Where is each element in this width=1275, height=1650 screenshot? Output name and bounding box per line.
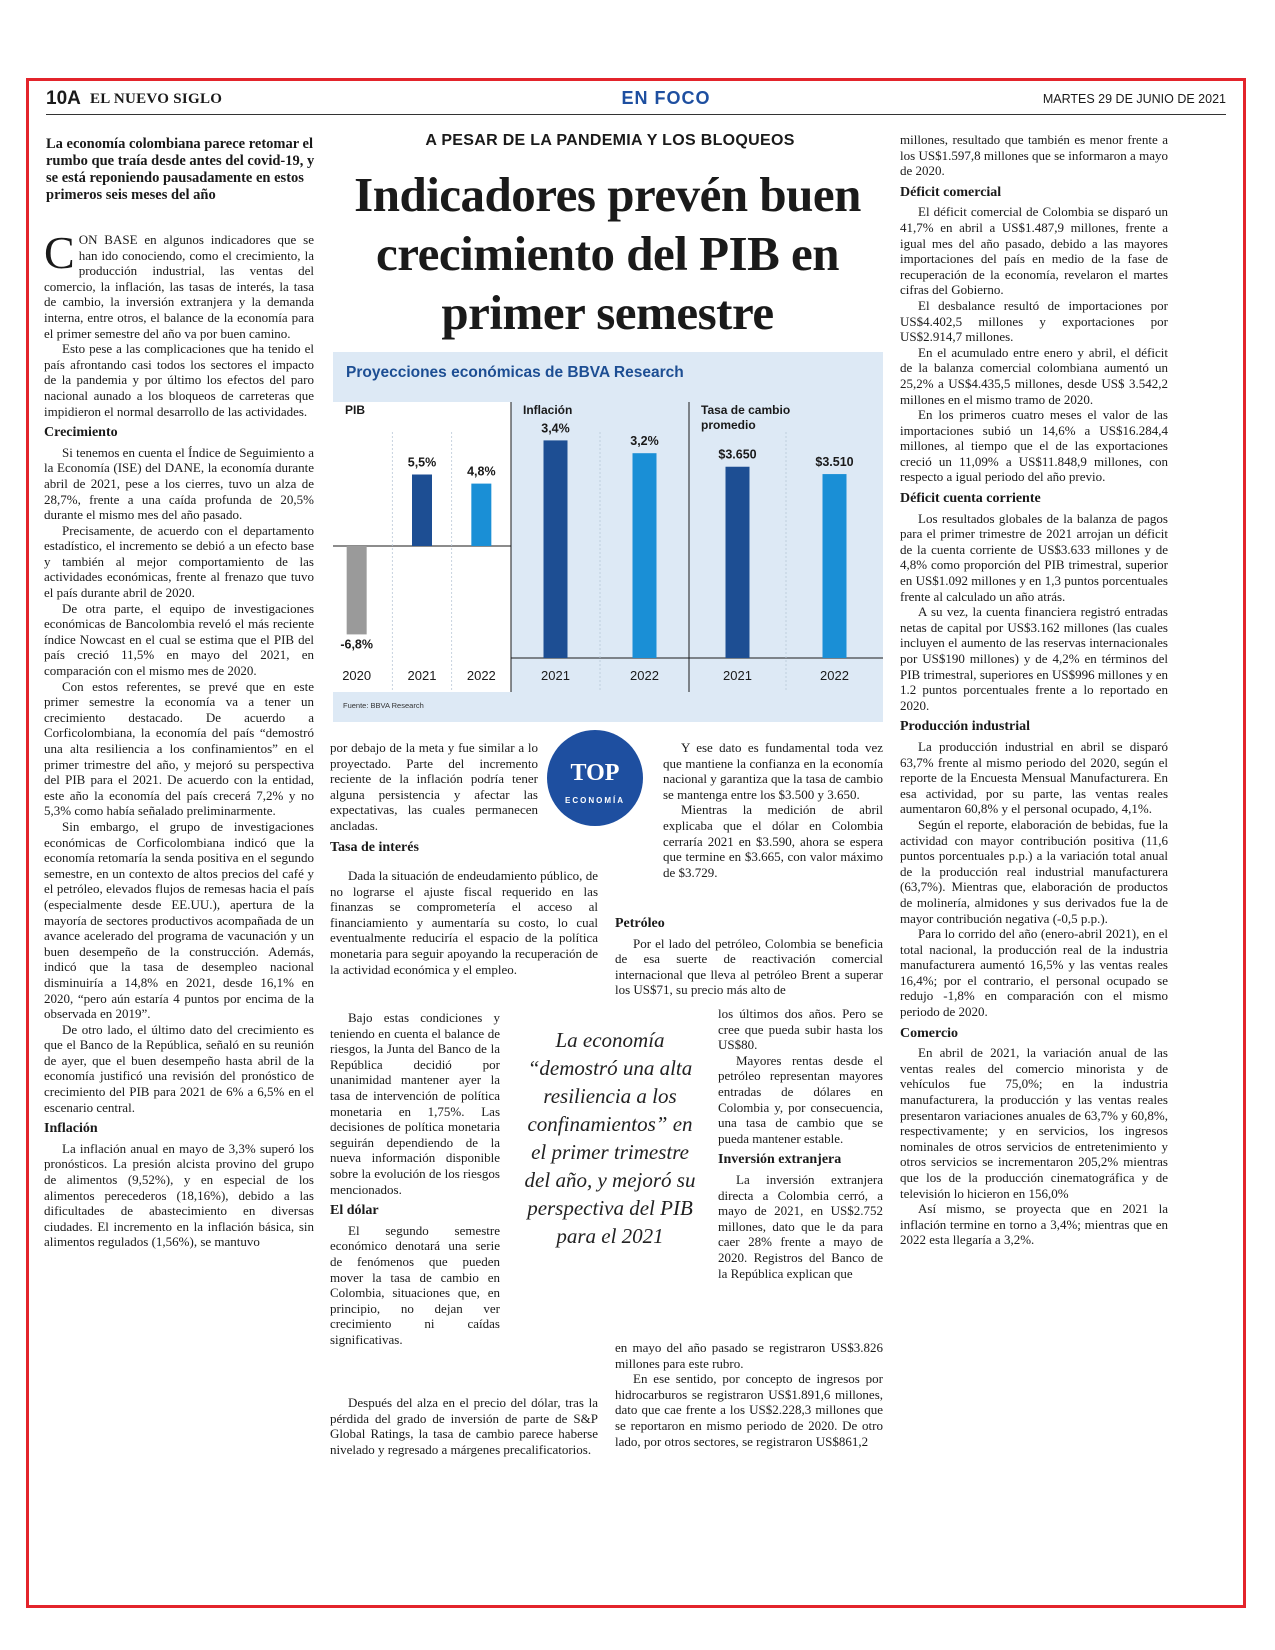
paragraph: por debajo de la meta y fue similar a lo proyectado. Parte del incremento reciente de la inflación podría tener alguna persistencia y afectar las expectativas, las cuales permanecen ancladas. xyxy=(330,740,538,833)
bar-data-label: $3.510 xyxy=(815,455,854,470)
paragraph: La inversión extranjera directa a Colombia cerró, a mayo de 2021, en US$2.752 millones, dato que le da para caer 28% frente a mayo de 2020. Registros del Banco de la República explican que xyxy=(718,1171,883,1281)
paragraph: Y ese dato es fundamental toda vez que mantiene la confianza en la economía nacional y garantiza que la tasa de cambio se mantenga entre los $3.500 y 3.650. xyxy=(663,740,883,802)
paragraph: Precisamente, de acuerdo con el departamento estadístico, el incremento se debió a un efecto base y también al mejor comportamiento de las actividades económicas, frente al frenazo que tuvo el país durante abril de 2020. xyxy=(44,522,314,601)
paragraph: En abril de 2021, la variación anual de las ventas reales del comercio minorista y de vehículos fue 75,0%; en la industria manufacturera, la producción y las ventas reales presentaron variaciones anuales de 63,7% y 60,8%, respectivamente; y en servicios, los ingresos nominales de otros servicios de entretenimiento y otros servicios se incrementaron 205,2% mientras que los de la producción cinematográfica y de televisión lo hicieron en 156,0% xyxy=(900,1045,1168,1201)
column-2-bottom xyxy=(330,1395,598,1457)
column-3-mid xyxy=(615,910,883,998)
column-1 xyxy=(44,227,314,1250)
issue-date: MARTES 29 DE JUNIO DE 2021 xyxy=(1042,92,1226,106)
article-summary: La economía colombiana parece retomar el rumbo que traía desde antes del covid-19, y se está reponiendo pausadamente en estos primeros seis meses del año xyxy=(46,136,315,203)
paragraph: De otra parte, el equipo de investigaciones económicas de Bancolombia reveló el más reciente índice Nowcast en el cual se estima que el PIB del país creció 11,5% en mayo del 2021, en comparación con el mismo mes de 2020. xyxy=(44,600,314,679)
bar xyxy=(412,475,432,547)
column-2-narrow xyxy=(330,1010,500,1347)
subheading: Déficit comercial xyxy=(900,184,1002,200)
paragraph: De otro lado, el último dato del crecimiento es que el Banco de la República, señaló en su reunión de ayer, que el buen desempeño hasta abril de la economía justificó una revisión del pronóstico de crecimiento del PIB para 2021 de 6% a 6,5% en el escenario central. xyxy=(44,1021,314,1115)
subheading: Petróleo xyxy=(615,916,665,931)
page-header xyxy=(46,88,1226,115)
chart-plot xyxy=(333,352,883,722)
category-label: 2021 xyxy=(541,668,570,683)
subheading: Tasa de interés xyxy=(330,839,419,855)
paragraph: En los primeros cuatro meses el valor de las importaciones subió un 14,6% a US$16.284,4 millones, al tiempo que el de las exportaciones creció un 11,09% a US$11.848,9 millones, con respecto a igual periodo del año previo. xyxy=(900,407,1168,485)
article-headline: Indicadores prevén buen crecimiento del PIB en primer semestre xyxy=(354,167,861,340)
bar-data-label: 5,5% xyxy=(407,455,437,470)
paragraph: los últimos dos años. Pero se cree que pueda subir hasta los US$80. xyxy=(718,1006,883,1053)
top-economia-badge xyxy=(547,730,643,826)
subheading: Producción industrial xyxy=(900,719,1031,735)
subheading: Comercio xyxy=(900,1025,959,1041)
paragraph: Por el lado del petróleo, Colombia se beneficia de esa suerte de reactivación comercial internacional que lleva al petróleo Brent a superar los US$71, su precio más alto de xyxy=(615,935,883,998)
subheading: Inversión extranjera xyxy=(718,1152,842,1168)
panel-title: promedio xyxy=(701,418,756,432)
chart-title: Proyecciones económicas de BBVA Research xyxy=(346,364,684,381)
page-number: 10A xyxy=(46,88,81,109)
paragraph: A su vez, la cuenta financiera registró entradas netas de capital por US$3.162 millones (las cuales incluyen el aumento de las reservas internacionales por US$190 millones) y de 4,2% en términos del PIB trimestral, superiores en US$996 millones y en 1.2 puntos porcentuales frente a lo reportado en 2020. xyxy=(900,604,1168,713)
chart-source: Fuente: BBVA Research xyxy=(343,701,424,710)
paragraph: en mayo del año pasado se registraron US$3.826 millones para este rubro. xyxy=(615,1340,883,1371)
category-label: 2020 xyxy=(342,668,372,683)
bar xyxy=(726,467,750,658)
paragraph: Con estos referentes, se prevé que en este primer semestre la economía va a tener un crecimiento destacado. De acuerdo a Corficolombiana, la economía del país “demostró una alta resiliencia a los confinamientos” en el primer trimestre del año, y mejoró su perspectiva del PIB para el 2021. De acuerdo con la entidad, este año la economía del país crecerá 7,2% y no 5,3% como había señalado preliminarmente. xyxy=(44,678,314,819)
category-label: 2022 xyxy=(466,668,496,683)
subheading: Crecimiento xyxy=(44,425,118,441)
paragraph: El segundo semestre económico denotará una serie de fenómenos que pueden mover la tasa de cambio en Colombia, situaciones que, en principio, no dejan ver crecimiento ni caídas significativas. xyxy=(330,1222,500,1347)
paragraph: El desbalance resultó de importaciones por US$4.402,5 millones y exportaciones por US$2.914,7 millones. xyxy=(900,297,1168,345)
bar-data-label: 4,8% xyxy=(467,464,496,479)
column-2-mid xyxy=(330,868,598,977)
bar xyxy=(347,546,367,634)
newspaper-name: EL NUEVO SIGLO xyxy=(90,91,223,107)
column-4 xyxy=(900,132,1168,1248)
paragraph: Los resultados globales de la balanza de pagos para el primer trimestre de 2021 arrojan un déficit de la cuenta corriente de US$3.633 millones y de 4,8% como proporción del PIB trimestral, superior en US$1.092 millones y en 1,3 puntos porcentuales frente al calculado un año atrás. xyxy=(900,510,1168,604)
paragraph: La inflación anual en mayo de 3,3% superó los pronósticos. La presión alcista provino del grupo de alimentos (9,52%), y en especial de los alimentos perecederos (18,16%), debido a las dificultades de abastecimiento en diversas ciudades. El incremento en la inflación básica, sin alimentos regulados (1,56%), se mantuvo xyxy=(44,1140,314,1250)
paragraph: Esto pese a las complicaciones que ha tenido el país afrontando casi todos los sectores el impacto de la pandemia y por último los efectos del paro nacional aunado a los bloqueos de carreteras que impidieron el normal desarrollo de las actividades. xyxy=(44,341,314,419)
article-kicker: A PESAR DE LA PANDEMIA Y LOS BLOQUEOS xyxy=(425,132,795,149)
paragraph: Después del alza en el precio del dólar, tras la pérdida del grado de inversión de parte de S&P Global Ratings, la tasa de cambio parece haberse nivelado y regresado a márgenes precalificatorios. xyxy=(330,1395,598,1457)
paragraph: Dada la situación de endeudamiento público, de no lograrse el ajuste fiscal requerido en las finanzas se comprometería el acceso al financiamiento y aumentaría su costo, lo cual eventualmente reduciría el espacio de la política monetaria para seguir apoyando la recuperación de la actividad económica y el empleo. xyxy=(330,868,598,977)
subheading: Déficit cuenta corriente xyxy=(900,491,1041,507)
bar-data-label: 3,4% xyxy=(541,421,570,436)
badge-sub-label: ECONOMÍA xyxy=(565,796,625,805)
bar xyxy=(633,453,657,658)
bar-data-label: $3.650 xyxy=(718,447,757,462)
panel-title: PIB xyxy=(345,403,366,417)
bbva-chart xyxy=(333,352,883,722)
paragraph: Mayores rentas desde el petróleo representan mayores entradas de dólares en Colombia y, por consecuencia, una tasa de cambio que se pueda mantener estable. xyxy=(718,1052,883,1146)
paragraph: Bajo estas condiciones y teniendo en cuenta el balance de riesgos, la Junta del Banco de la República decidió por unanimidad mantener ayer la tasa de intervención de política monetaria en 1,75%. Las decisiones de política monetaria seguirán dependiendo de la nueva información disponible sobre la evolución de los riesgos mencionados. xyxy=(330,1010,500,1197)
subheading: Inflación xyxy=(44,1121,98,1137)
column-3-bottom xyxy=(615,1340,883,1449)
category-label: 2022 xyxy=(630,668,659,683)
pull-quote: La economía “demostró una alta resiliencia a los confinamientos” en el primer trimestre del año, y mejoró su perspectiva del PIB para el 2021 xyxy=(524,1028,696,1248)
bar xyxy=(823,474,847,658)
panel-title: Tasa de cambio xyxy=(701,403,791,417)
panel-title: Inflación xyxy=(523,403,573,417)
bar xyxy=(544,440,568,658)
column-2-top xyxy=(330,740,538,859)
column-3-narrow xyxy=(718,1006,883,1281)
category-label: 2022 xyxy=(820,668,849,683)
drop-cap: C xyxy=(44,227,75,278)
paragraph: La producción industrial en abril se disparó 63,7% frente al mismo periodo del 2020, según el reporte de la Encuesta Mensual Manufacturera. En esa actividad, por su parte, las ventas reales aumentaron 60,8% y el personal ocupado, 4,1%. xyxy=(900,738,1168,817)
paragraph: Para lo corrido del año (enero-abril 2021), en el total nacional, la producción real de la industria manufacturera aumentó 16,5% y las ventas reales 16,4%; por el contrario, el personal ocupado se redujo -1,8% en comparación con el mismo periodo de 2020. xyxy=(900,926,1168,1020)
paragraph: En el acumulado entre enero y abril, el déficit de la balanza comercial colombiana aumentó un 25,2% a US$4.435,5 millones, desde US$ 3.542,2 millones en el mismo tramo de 2020. xyxy=(900,344,1168,407)
paragraph: millones, resultado que también es menor frente a los US$1.597,8 millones que se informaron a mayo de 2020. xyxy=(900,132,1168,179)
bar-data-label: -6,8% xyxy=(340,637,373,652)
paragraph: Mientras la medición de abril explicaba que el dólar en Colombia cerraría 2021 en $3.590, ahora se espera que termine en $3.665, con valor máximo de $3.729. xyxy=(663,802,883,880)
paragraph: En ese sentido, por concepto de ingresos por hidrocarburos se registraron US$1.891,6 millones, dato que cae frente a los US$2.228,3 millones que se reportaron en mismo periodo de 2020. De otro lado, por otros sectores, se registraron US$861,2 xyxy=(615,1371,883,1449)
bar xyxy=(471,484,491,546)
paragraph: El déficit comercial de Colombia se disparó un 41,7% en abril a US$1.487,9 millones, frente a igual mes del año pasado, debido a las mayores importaciones del país en medio de la fase de recuperación de la economía, revelaron el martes cifras del Gobierno. xyxy=(900,204,1168,298)
column-3-top xyxy=(663,740,883,880)
category-label: 2021 xyxy=(723,668,752,683)
category-label: 2021 xyxy=(407,668,437,683)
paragraph: CON BASE en algunos indicadores que se han ido conociendo, como el crecimiento, la producción industrial, las ventas del comercio, la inflación, las tasas de interés, la tasa de cambio, la inversión extranjera y la demanda interna, entre otros, el balance de la economía para el primer semestre del año va por buen camino. xyxy=(44,227,314,341)
badge-top-label: TOP xyxy=(570,760,620,786)
subheading: El dólar xyxy=(330,1203,379,1219)
paragraph: Según el reporte, elaboración de bebidas, fue la actividad con mayor contribución positiva (11,6 puntos porcentuales p.p.) a la variación total anual de la producción real industrial manufacturera (63,7%). Mientras que, elaboración de productos de molinería, almidones y sus derivados fue la de mayor contribución negativa (-0,5 p.p.). xyxy=(900,816,1168,926)
paragraph: Si tenemos en cuenta el Índice de Seguimiento a la Economía (ISE) del DANE, la economía durante abril de 2021, pese a los cierres, tuvo un alza de 28,7%, frente a una caída profunda de 20,5% durante el mismo mes del año pasado. xyxy=(44,444,314,523)
bar-data-label: 3,2% xyxy=(630,434,659,449)
paragraph: Así mismo, se proyecta que en 2021 la inflación termine en torno a 3,4%; mientras que en 2022 esta llegaría a 3,2%. xyxy=(900,1201,1168,1248)
section-name: EN FOCO xyxy=(621,88,711,108)
paragraph: Sin embargo, el grupo de investigaciones económicas de Corficolombiana indicó que la economía retomaría la senda positiva en el segundo semestre, en un contexto de altos precios del café y el petróleo, elevados flujos de remesas hacia el país (especialmente desde EE.UU.), apertura de la mayoría de sectores productivos acompañada de un avance acelerado del programa de vacunación y un buen desempeño de la construcción. Además, indicó que la tasa de desempleo nacional disminuiría a 14,8% en 2021, desde 16,1% en 2020, “pero aún estaría 4 puntos por encima de la observada en 2019”. xyxy=(44,818,314,1022)
